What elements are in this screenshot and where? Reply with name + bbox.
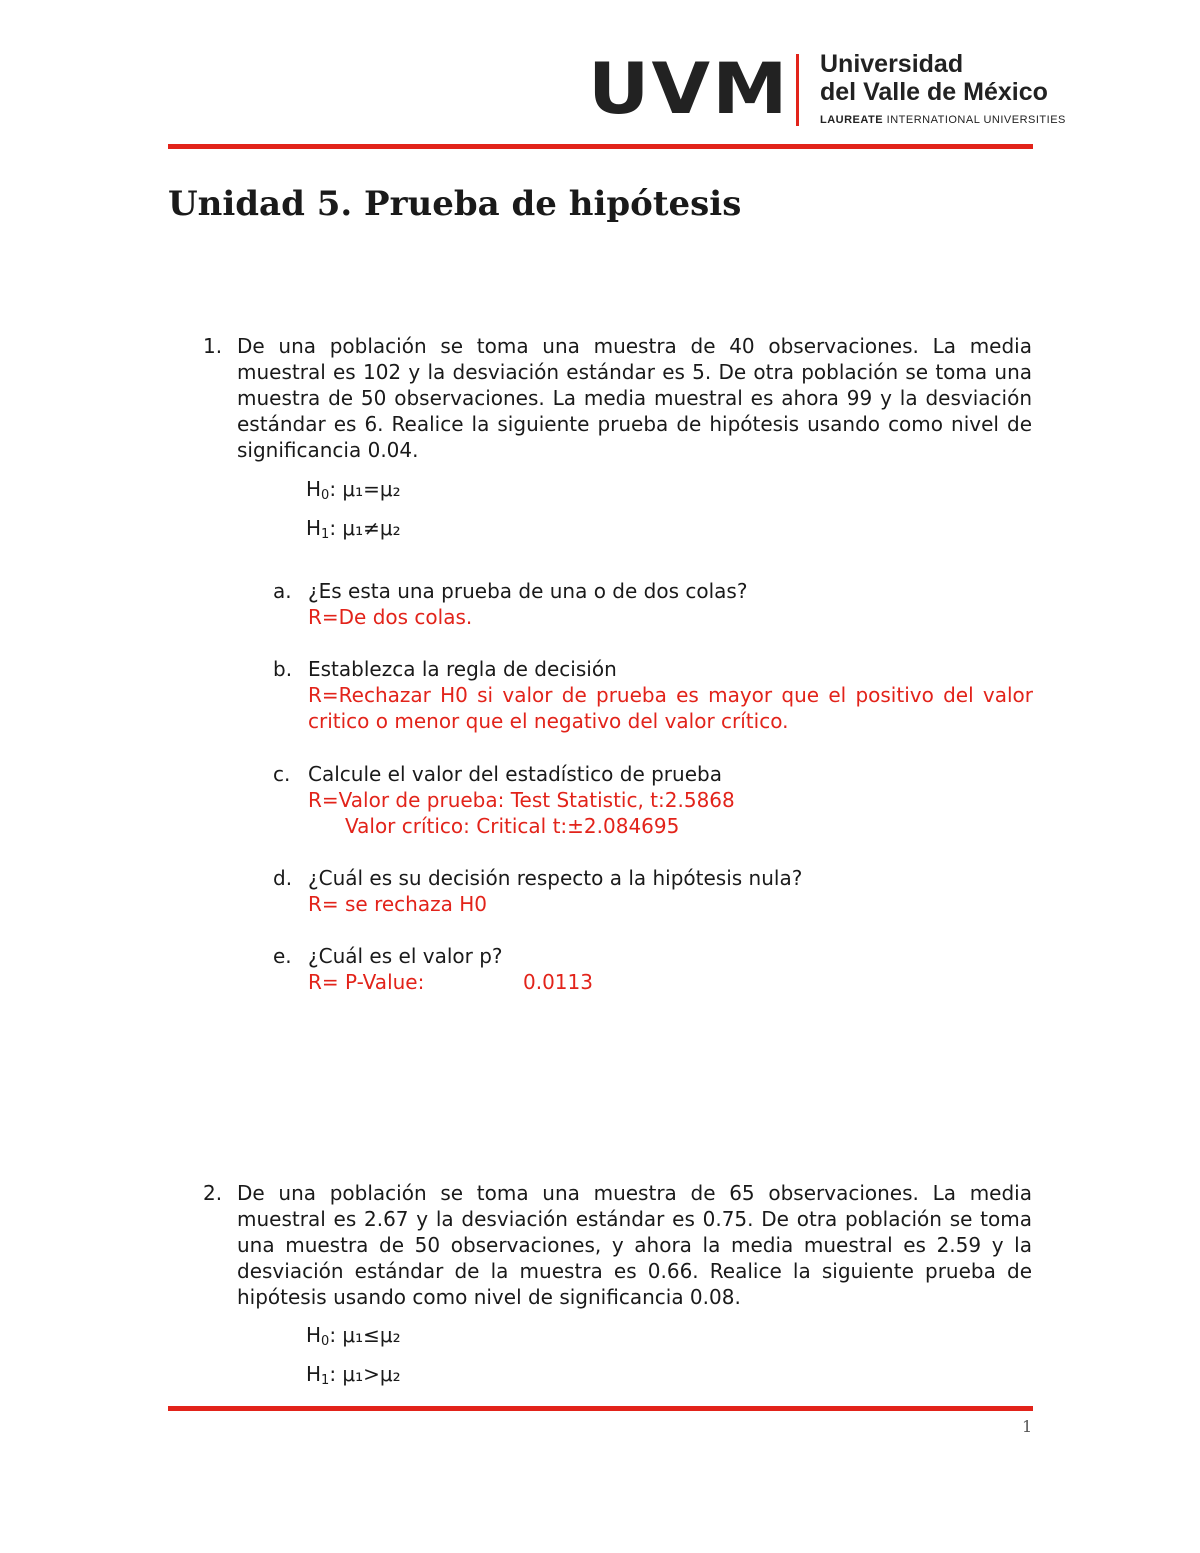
question-d-text: ¿Cuál es su decisión respecto a la hipótesis nula? bbox=[308, 866, 803, 890]
question-a-text: ¿Es esta una prueba de una o de dos colas? bbox=[308, 579, 748, 603]
problem-1-h0: $H_0$: μ₁=μ₂ bbox=[306, 477, 401, 503]
question-d-letter: d. bbox=[273, 866, 293, 890]
question-e-letter: e. bbox=[273, 944, 292, 968]
p-value-label: R= P-Value: bbox=[308, 970, 425, 994]
footer-divider bbox=[168, 1406, 1033, 1411]
question-a-answer: R=De dos colas. bbox=[308, 605, 473, 629]
problem-2-number: 2. bbox=[203, 1181, 223, 1205]
logo-network-bold: LAUREATE bbox=[820, 114, 884, 126]
question-b bbox=[308, 656, 1033, 734]
question-b-text: Establezca la regla de decisión bbox=[308, 657, 617, 681]
problem-2-h1: $H_1$: μ₁>μ₂ bbox=[306, 1362, 401, 1388]
question-d-answer: R= se rechaza H0 bbox=[308, 892, 487, 916]
question-c-critical-value: Valor crítico: Critical t:±2.084695 bbox=[345, 814, 680, 838]
question-c-text: Calcule el valor del estadístico de prueba bbox=[308, 762, 722, 786]
logo-separator bbox=[796, 54, 799, 126]
logo-acronym: UVM bbox=[588, 48, 790, 130]
question-a bbox=[308, 578, 1033, 630]
logo-network-rest: INTERNATIONAL UNIVERSITIES bbox=[883, 114, 1066, 126]
logo-name-line1: Universidad bbox=[820, 50, 964, 78]
question-e-answer bbox=[308, 969, 1033, 995]
problem-1-statement: De una población se toma una muestra de 40 observaciones. La media muestral es 102 y la desviación estándar es 5. De otra población se toma una muestra de 50 observaciones. La media muestral es ahora 99 y la desviación estándar es 6. Realice la siguiente prueba de hipótesis usando como nivel de significancia 0.04. bbox=[237, 334, 1032, 462]
logo-name-line2: del Valle de México bbox=[820, 78, 1048, 106]
question-d bbox=[308, 865, 1033, 917]
question-a-letter: a. bbox=[273, 579, 292, 603]
logo-network bbox=[820, 114, 1066, 126]
question-c bbox=[308, 761, 1033, 839]
question-b-letter: b. bbox=[273, 657, 293, 681]
question-e bbox=[308, 943, 1033, 995]
question-b-answer: R=Rechazar H0 si valor de prueba es mayor que el positivo del valor critico o menor que el negativo del valor crítico. bbox=[308, 683, 1033, 733]
logo-university-name bbox=[820, 50, 1048, 106]
question-e-text: ¿Cuál es el valor p? bbox=[308, 944, 503, 968]
p-value: 0.0113 bbox=[523, 970, 593, 994]
uvm-logo bbox=[588, 48, 1066, 130]
problem-1-number: 1. bbox=[203, 334, 223, 358]
problem-1-h1: $H_1$: μ₁≠μ₂ bbox=[306, 516, 401, 542]
question-c-letter: c. bbox=[273, 762, 291, 786]
page-title: Unidad 5. Prueba de hipótesis bbox=[168, 184, 742, 224]
question-c-answer: R=Valor de prueba: Test Statistic, t:2.5868 bbox=[308, 788, 735, 812]
page-number: 1 bbox=[1022, 1417, 1033, 1436]
problem-2-h0: $H_0$: μ₁≤μ₂ bbox=[306, 1323, 401, 1349]
header-divider bbox=[168, 144, 1033, 149]
problem-2-statement: De una población se toma una muestra de 65 observaciones. La media muestral es 2.67 y la desviación estándar es 0.75. De otra población se toma una muestra de 50 observaciones, y ahora la media muestral es 2.59 y la desviación estándar de la muestra es 0.66. Realice la siguiente prueba de hipótesis usando como nivel de significancia 0.08. bbox=[237, 1181, 1032, 1309]
